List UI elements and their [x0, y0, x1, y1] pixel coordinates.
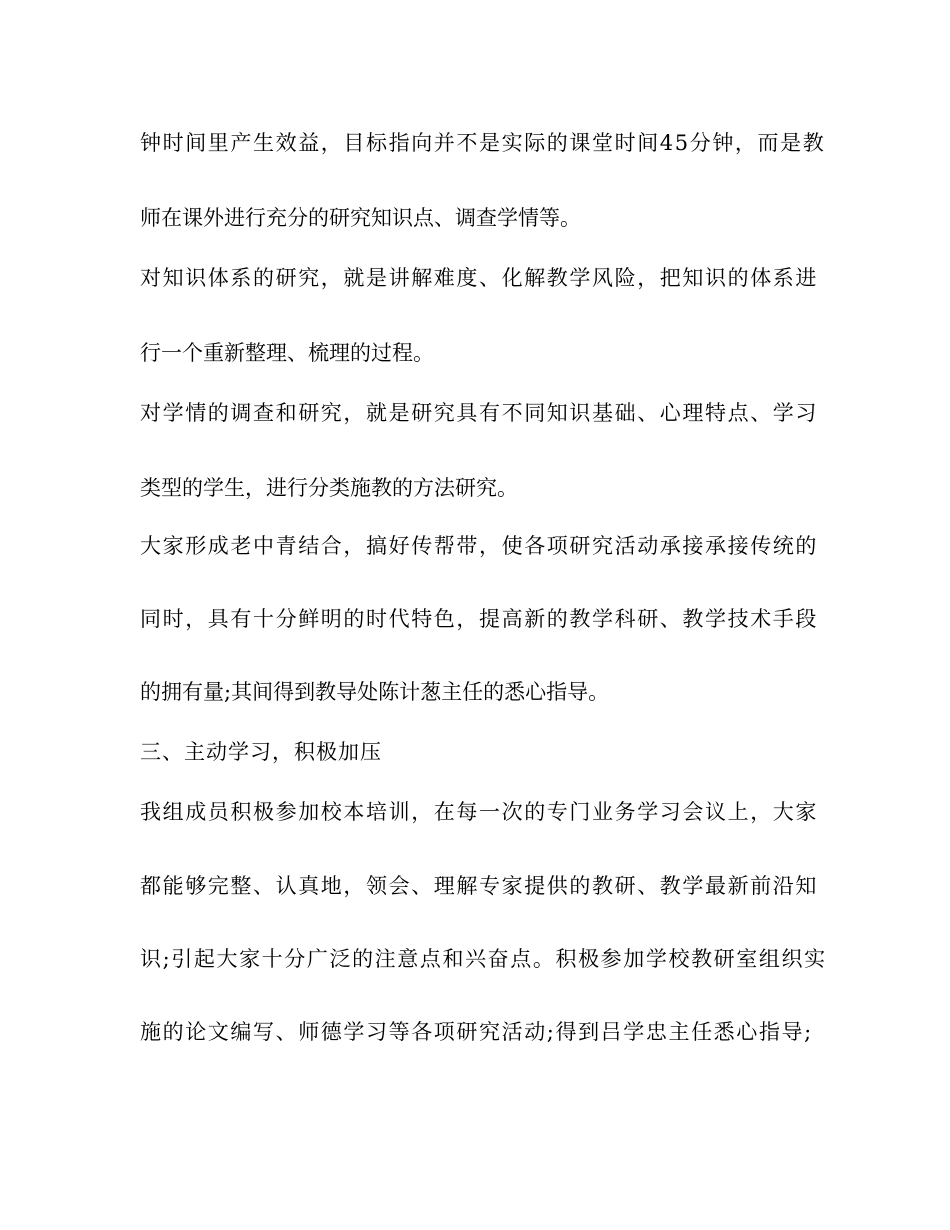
paragraph-4-line-1: 大家形成老中青结合，搞好传帮带，使各项研究活动承接承接传统的: [140, 534, 818, 558]
paragraph-6-line-4: 施的论文编写、师德学习等各项研究活动;得到吕学忠主任悉心指导;: [140, 1020, 813, 1044]
paragraph-6-line-1: 我组成员积极参加校本培训，在每一次的专门业务学习会议上，大家: [140, 800, 818, 824]
paragraph-6-line-3: 识;引起大家十分广泛的注意点和兴奋点。积极参加学校教研室组织实: [140, 947, 827, 971]
paragraph-4-line-2: 同时，具有十分鲜明的时代特色，提高新的教学科研、教学技术手段: [140, 607, 818, 631]
paragraph-6-line-2: 都能够完整、认真地，领会、理解专家提供的教研、教学最新前沿知: [140, 874, 818, 898]
paragraph-1-line-1: 钟时间里产生效益，目标指向并不是实际的课堂时间45分钟，而是教: [140, 131, 826, 155]
paragraph-4-line-3: 的拥有量;其间得到教导处陈计葱主任的悉心指导。: [140, 680, 610, 704]
paragraph-1-line-2: 师在课外进行充分的研究知识点、调查学情等。: [140, 206, 581, 230]
paragraph-3-line-2: 类型的学生，进行分类施教的方法研究。: [140, 476, 518, 500]
paragraph-2-line-1: 对知识体系的研究，就是讲解难度、化解教学风险，把知识的体系进: [140, 266, 818, 290]
paragraph-3-line-1: 对学情的调查和研究，就是研究具有不同知识基础、心理特点、学习: [140, 401, 818, 425]
section-heading: 三、主动学习，积极加压: [140, 740, 382, 764]
paragraph-2-line-2: 行一个重新整理、梳理的过程。: [140, 341, 434, 365]
